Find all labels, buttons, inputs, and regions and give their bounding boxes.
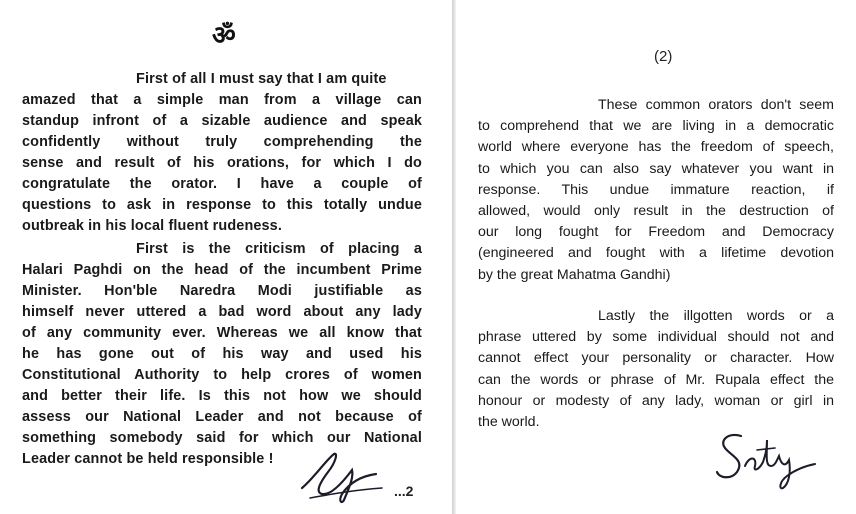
text-line: amazed that a simple man from a village can [22, 92, 422, 108]
text-line: himself never uttered a bad word about any lady [22, 304, 422, 320]
text-line: can the words or phrase of Mr. Rupala effect the [478, 371, 834, 388]
text-line: allowed, would only result in the destruction of [478, 203, 834, 220]
text-line: standup infront of a sizable audience and speak [22, 113, 422, 129]
page-number: (2) [654, 48, 673, 65]
letter-page-2 [456, 0, 856, 514]
text-line: by the great Mahatma Gandhi) [478, 266, 671, 283]
text-line: to comprehend that we are living in a democratic [478, 118, 834, 135]
text-line: First is the criticism of placing a [136, 241, 422, 257]
text-line: Lastly the illgotten words or a [598, 308, 834, 324]
text-line: questions to ask in response to this totally undue [22, 197, 422, 213]
text-line: Leader cannot be held responsible ! [22, 451, 274, 467]
text-line: honour or modesty of any lady, woman or girl in [478, 392, 834, 409]
text-line: (engineered and fought with a lifetime devotion [478, 245, 834, 262]
text-line: response. This undue immature reaction, if [478, 181, 834, 198]
paragraph-2 [478, 306, 834, 433]
text-line: First of all I must say that I am quite [136, 71, 387, 87]
text-line: sense and result of his orations, for which I do [22, 155, 422, 171]
text-line: and better their life. Is this not how we should [22, 388, 422, 404]
text-line: our long fought for Freedom and Democracy [478, 224, 834, 241]
signature-left [292, 448, 388, 506]
text-line: Minister. Hon'ble Naredra Modi justifiable as [22, 283, 422, 299]
text-line: outbreak in his local fluent rudeness. [22, 218, 282, 234]
text-line: These common orators don't seem [598, 97, 834, 113]
text-line: cannot effect your personality or character. How [478, 350, 834, 367]
om-symbol: ॐ [212, 21, 236, 51]
text-line: congratulate the orator. I have a couple of [22, 176, 422, 192]
paragraph-1 [22, 69, 422, 237]
text-line: Constitutional Authority to help crores of women [22, 367, 422, 383]
text-line: of any community ever. Whereas we all know that [22, 325, 422, 341]
text-line: he has gone out of his way and used his [22, 346, 422, 362]
continuation-marker: ...2 [394, 483, 414, 499]
paragraph-1 [478, 95, 834, 286]
signature-right [711, 426, 821, 492]
text-line: assess our National Leader and not because of [22, 409, 422, 425]
text-line: phrase uttered by some individual should not and [478, 329, 834, 346]
paragraph-2 [22, 239, 422, 470]
text-line: the world. [478, 414, 540, 431]
text-line: Halari Paghdi on the head of the incumbent Prime [22, 262, 422, 278]
text-line: something somebody said for which our National [22, 430, 422, 446]
text-line: confidently without truly comprehending the [22, 134, 422, 150]
text-line: world where everyone has the freedom of speech, [478, 139, 834, 156]
text-line: to which you can also say whatever you want in [478, 160, 834, 177]
